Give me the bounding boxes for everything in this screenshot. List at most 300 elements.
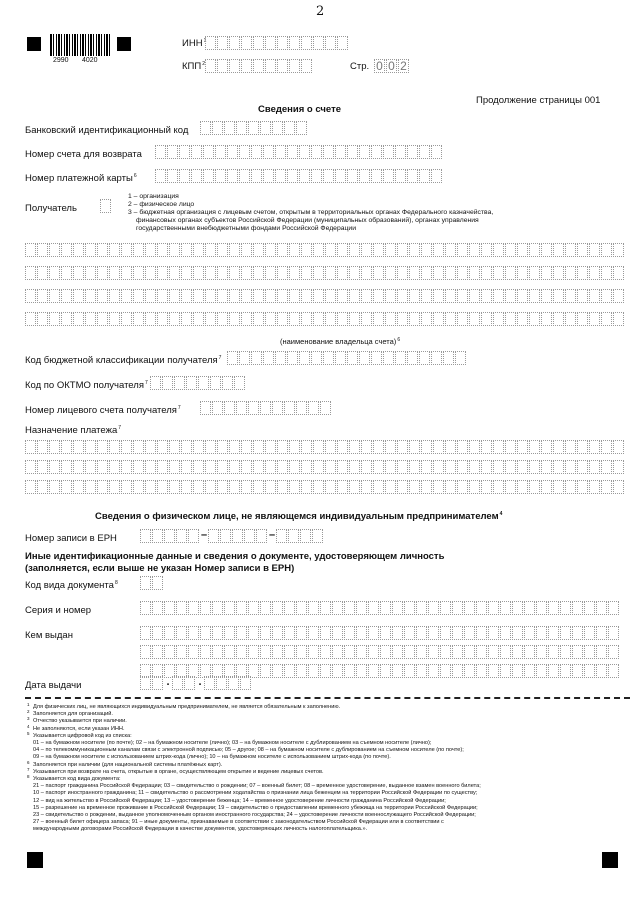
char-cell[interactable] bbox=[589, 289, 600, 303]
char-cell[interactable] bbox=[272, 626, 283, 640]
char-cell[interactable] bbox=[505, 312, 516, 326]
char-cell[interactable] bbox=[241, 312, 252, 326]
char-cell[interactable] bbox=[541, 266, 552, 280]
char-cell[interactable] bbox=[431, 169, 442, 183]
char-cell[interactable] bbox=[541, 440, 552, 454]
char-cell[interactable] bbox=[49, 440, 60, 454]
char-cell[interactable] bbox=[205, 312, 216, 326]
char-cell[interactable] bbox=[205, 36, 216, 50]
char-cell[interactable] bbox=[248, 626, 259, 640]
char-cell[interactable] bbox=[121, 460, 132, 474]
char-cell[interactable] bbox=[347, 351, 358, 365]
char-cell[interactable] bbox=[229, 36, 240, 50]
char-cell[interactable] bbox=[276, 529, 287, 543]
char-cell[interactable] bbox=[85, 440, 96, 454]
char-cell[interactable] bbox=[337, 266, 348, 280]
char-cell[interactable] bbox=[565, 480, 576, 494]
char-cell[interactable] bbox=[172, 676, 183, 690]
char-cell[interactable] bbox=[181, 243, 192, 257]
char-cell[interactable] bbox=[524, 664, 535, 678]
char-cell[interactable] bbox=[613, 312, 624, 326]
char-cell[interactable] bbox=[121, 266, 132, 280]
char-cell[interactable] bbox=[301, 36, 312, 50]
char-cell[interactable] bbox=[236, 645, 247, 659]
char-cell[interactable] bbox=[284, 601, 295, 615]
char-cell[interactable] bbox=[272, 401, 283, 415]
char-cell[interactable] bbox=[289, 460, 300, 474]
char-cell[interactable] bbox=[145, 460, 156, 474]
char-cell[interactable] bbox=[133, 440, 144, 454]
char-cell[interactable] bbox=[565, 440, 576, 454]
char-cell[interactable] bbox=[332, 626, 343, 640]
char-cell[interactable] bbox=[361, 266, 372, 280]
char-cell[interactable] bbox=[133, 460, 144, 474]
char-cell[interactable] bbox=[164, 529, 175, 543]
char-cell[interactable] bbox=[505, 289, 516, 303]
char-cell[interactable] bbox=[289, 243, 300, 257]
char-cell[interactable] bbox=[193, 266, 204, 280]
char-cell[interactable] bbox=[289, 59, 300, 73]
char-cell[interactable] bbox=[121, 289, 132, 303]
char-cell[interactable] bbox=[236, 601, 247, 615]
char-cell[interactable] bbox=[198, 376, 209, 390]
issued-by-row[interactable] bbox=[140, 645, 620, 659]
char-cell[interactable] bbox=[152, 529, 163, 543]
char-cell[interactable] bbox=[529, 460, 540, 474]
char-cell[interactable] bbox=[608, 645, 619, 659]
char-cell[interactable] bbox=[253, 59, 264, 73]
char-cell[interactable] bbox=[260, 121, 271, 135]
char-cell[interactable] bbox=[613, 266, 624, 280]
char-cell[interactable] bbox=[409, 266, 420, 280]
char-cell[interactable] bbox=[157, 460, 168, 474]
char-cell[interactable] bbox=[385, 312, 396, 326]
doc-code-field[interactable] bbox=[140, 576, 164, 590]
char-cell[interactable] bbox=[188, 601, 199, 615]
char-cell[interactable] bbox=[308, 401, 319, 415]
char-cell[interactable] bbox=[145, 312, 156, 326]
char-cell[interactable] bbox=[385, 243, 396, 257]
char-cell[interactable] bbox=[277, 289, 288, 303]
char-cell[interactable] bbox=[452, 626, 463, 640]
char-cell[interactable] bbox=[193, 480, 204, 494]
char-cell[interactable] bbox=[289, 480, 300, 494]
char-cell[interactable] bbox=[229, 480, 240, 494]
char-cell[interactable] bbox=[179, 145, 190, 159]
char-cell[interactable] bbox=[320, 645, 331, 659]
char-cell[interactable] bbox=[584, 626, 595, 640]
char-cell[interactable] bbox=[217, 312, 228, 326]
char-cell[interactable] bbox=[349, 460, 360, 474]
char-cell[interactable] bbox=[313, 460, 324, 474]
char-cell[interactable] bbox=[263, 169, 274, 183]
char-cell[interactable] bbox=[152, 645, 163, 659]
char-cell[interactable] bbox=[169, 243, 180, 257]
char-cell[interactable] bbox=[205, 243, 216, 257]
char-cell[interactable] bbox=[265, 266, 276, 280]
char-cell[interactable] bbox=[589, 243, 600, 257]
char-cell[interactable] bbox=[217, 36, 228, 50]
char-cell[interactable] bbox=[395, 169, 406, 183]
char-cell[interactable] bbox=[584, 645, 595, 659]
char-cell[interactable] bbox=[409, 312, 420, 326]
char-cell[interactable] bbox=[380, 626, 391, 640]
char-cell[interactable] bbox=[121, 480, 132, 494]
char-cell[interactable] bbox=[265, 289, 276, 303]
char-cell[interactable] bbox=[464, 626, 475, 640]
char-cell[interactable] bbox=[464, 645, 475, 659]
char-cell[interactable] bbox=[373, 266, 384, 280]
char-cell[interactable] bbox=[589, 266, 600, 280]
char-cell[interactable] bbox=[476, 645, 487, 659]
char-cell[interactable] bbox=[296, 121, 307, 135]
char-cell[interactable] bbox=[301, 440, 312, 454]
char-cell[interactable] bbox=[469, 460, 480, 474]
char-cell[interactable] bbox=[265, 312, 276, 326]
char-cell[interactable] bbox=[296, 664, 307, 678]
char-cell[interactable] bbox=[431, 351, 442, 365]
char-cell[interactable] bbox=[169, 460, 180, 474]
char-cell[interactable] bbox=[440, 664, 451, 678]
char-cell[interactable] bbox=[608, 601, 619, 615]
char-cell[interactable] bbox=[524, 626, 535, 640]
char-cell[interactable] bbox=[61, 460, 72, 474]
char-cell[interactable] bbox=[61, 312, 72, 326]
char-cell[interactable] bbox=[452, 664, 463, 678]
char-cell[interactable] bbox=[299, 351, 310, 365]
char-cell[interactable] bbox=[361, 312, 372, 326]
char-cell[interactable] bbox=[253, 312, 264, 326]
char-cell[interactable] bbox=[263, 351, 274, 365]
char-cell[interactable] bbox=[164, 645, 175, 659]
char-cell[interactable] bbox=[277, 36, 288, 50]
char-cell[interactable] bbox=[37, 266, 48, 280]
char-cell[interactable] bbox=[469, 312, 480, 326]
kbk-field[interactable] bbox=[227, 351, 467, 365]
char-cell[interactable] bbox=[241, 440, 252, 454]
char-cell[interactable] bbox=[287, 351, 298, 365]
char-cell[interactable] bbox=[529, 266, 540, 280]
char-cell[interactable] bbox=[601, 266, 612, 280]
char-cell[interactable] bbox=[277, 440, 288, 454]
char-cell[interactable] bbox=[541, 480, 552, 494]
issued-by-row[interactable] bbox=[140, 626, 620, 640]
char-cell[interactable] bbox=[335, 145, 346, 159]
char-cell[interactable] bbox=[61, 289, 72, 303]
char-cell[interactable] bbox=[469, 440, 480, 454]
char-cell[interactable] bbox=[373, 312, 384, 326]
char-cell[interactable] bbox=[260, 401, 271, 415]
char-cell[interactable] bbox=[313, 480, 324, 494]
char-cell[interactable] bbox=[121, 243, 132, 257]
char-cell[interactable] bbox=[349, 289, 360, 303]
char-cell[interactable] bbox=[613, 289, 624, 303]
char-cell[interactable] bbox=[49, 266, 60, 280]
char-cell[interactable] bbox=[277, 460, 288, 474]
char-cell[interactable] bbox=[325, 460, 336, 474]
char-cell[interactable] bbox=[404, 645, 415, 659]
char-cell[interactable] bbox=[409, 440, 420, 454]
cell-group[interactable] bbox=[140, 529, 200, 543]
char-cell[interactable] bbox=[162, 376, 173, 390]
char-cell[interactable] bbox=[416, 601, 427, 615]
char-cell[interactable] bbox=[181, 480, 192, 494]
char-cell[interactable] bbox=[275, 145, 286, 159]
char-cell[interactable] bbox=[236, 626, 247, 640]
char-cell[interactable] bbox=[224, 601, 235, 615]
char-cell[interactable] bbox=[301, 480, 312, 494]
char-cell[interactable] bbox=[308, 664, 319, 678]
char-cell[interactable] bbox=[150, 376, 161, 390]
char-cell[interactable] bbox=[97, 289, 108, 303]
char-cell[interactable] bbox=[361, 440, 372, 454]
owner-name-row[interactable] bbox=[25, 289, 625, 303]
cell-group[interactable] bbox=[172, 676, 196, 690]
char-cell[interactable] bbox=[37, 460, 48, 474]
char-cell[interactable] bbox=[109, 440, 120, 454]
char-cell[interactable] bbox=[205, 480, 216, 494]
char-cell[interactable] bbox=[481, 289, 492, 303]
char-cell[interactable] bbox=[212, 645, 223, 659]
char-cell[interactable] bbox=[25, 243, 36, 257]
char-cell[interactable] bbox=[325, 480, 336, 494]
char-cell[interactable] bbox=[385, 440, 396, 454]
char-cell[interactable] bbox=[613, 440, 624, 454]
cell-group[interactable] bbox=[140, 676, 164, 690]
char-cell[interactable] bbox=[433, 243, 444, 257]
char-cell[interactable] bbox=[356, 601, 367, 615]
char-cell[interactable] bbox=[577, 440, 588, 454]
char-cell[interactable] bbox=[97, 243, 108, 257]
char-cell[interactable] bbox=[481, 460, 492, 474]
char-cell[interactable] bbox=[203, 169, 214, 183]
char-cell[interactable] bbox=[313, 266, 324, 280]
char-cell[interactable] bbox=[216, 676, 227, 690]
char-cell[interactable] bbox=[133, 289, 144, 303]
char-cell[interactable] bbox=[85, 266, 96, 280]
char-cell[interactable] bbox=[517, 289, 528, 303]
owner-name-row[interactable] bbox=[25, 243, 625, 257]
char-cell[interactable] bbox=[596, 601, 607, 615]
char-cell[interactable] bbox=[488, 626, 499, 640]
char-cell[interactable] bbox=[404, 664, 415, 678]
char-cell[interactable] bbox=[109, 312, 120, 326]
char-cell[interactable] bbox=[301, 59, 312, 73]
char-cell[interactable] bbox=[395, 145, 406, 159]
char-cell[interactable] bbox=[560, 626, 571, 640]
char-cell[interactable] bbox=[512, 601, 523, 615]
char-cell[interactable] bbox=[325, 266, 336, 280]
char-cell[interactable] bbox=[395, 351, 406, 365]
char-cell[interactable] bbox=[217, 460, 228, 474]
char-cell[interactable] bbox=[601, 289, 612, 303]
char-cell[interactable] bbox=[584, 664, 595, 678]
char-cell[interactable] bbox=[25, 289, 36, 303]
char-cell[interactable] bbox=[452, 645, 463, 659]
char-cell[interactable] bbox=[613, 460, 624, 474]
oktmo-field[interactable] bbox=[150, 376, 246, 390]
char-cell[interactable] bbox=[476, 664, 487, 678]
char-cell[interactable] bbox=[565, 266, 576, 280]
char-cell[interactable] bbox=[373, 243, 384, 257]
char-cell[interactable] bbox=[260, 645, 271, 659]
char-cell[interactable] bbox=[205, 266, 216, 280]
char-cell[interactable] bbox=[589, 440, 600, 454]
char-cell[interactable] bbox=[512, 645, 523, 659]
char-cell[interactable] bbox=[277, 59, 288, 73]
char-cell[interactable] bbox=[356, 664, 367, 678]
char-cell[interactable] bbox=[73, 312, 84, 326]
issue-date-field[interactable] bbox=[140, 676, 252, 690]
char-cell[interactable] bbox=[431, 145, 442, 159]
char-cell[interactable] bbox=[85, 480, 96, 494]
char-cell[interactable] bbox=[157, 243, 168, 257]
char-cell[interactable] bbox=[217, 480, 228, 494]
char-cell[interactable] bbox=[61, 266, 72, 280]
char-cell[interactable] bbox=[407, 351, 418, 365]
char-cell[interactable] bbox=[361, 460, 372, 474]
char-cell[interactable] bbox=[517, 243, 528, 257]
char-cell[interactable] bbox=[359, 351, 370, 365]
owner-name-row[interactable] bbox=[25, 266, 625, 280]
char-cell[interactable] bbox=[224, 645, 235, 659]
char-cell[interactable] bbox=[440, 626, 451, 640]
char-cell[interactable] bbox=[529, 243, 540, 257]
char-cell[interactable] bbox=[553, 480, 564, 494]
char-cell[interactable] bbox=[368, 601, 379, 615]
char-cell[interactable] bbox=[227, 351, 238, 365]
char-cell[interactable] bbox=[311, 351, 322, 365]
cell-group[interactable] bbox=[204, 676, 252, 690]
char-cell[interactable] bbox=[176, 529, 187, 543]
char-cell[interactable] bbox=[239, 145, 250, 159]
char-cell[interactable] bbox=[313, 289, 324, 303]
char-cell[interactable] bbox=[289, 312, 300, 326]
char-cell[interactable] bbox=[493, 289, 504, 303]
char-cell[interactable] bbox=[344, 664, 355, 678]
char-cell[interactable] bbox=[596, 626, 607, 640]
char-cell[interactable] bbox=[200, 626, 211, 640]
char-cell[interactable] bbox=[133, 312, 144, 326]
char-cell[interactable] bbox=[385, 266, 396, 280]
char-cell[interactable] bbox=[457, 440, 468, 454]
char-cell[interactable] bbox=[133, 266, 144, 280]
kpp-field[interactable] bbox=[205, 59, 313, 73]
char-cell[interactable] bbox=[217, 243, 228, 257]
char-cell[interactable] bbox=[404, 601, 415, 615]
char-cell[interactable] bbox=[383, 351, 394, 365]
char-cell[interactable] bbox=[188, 626, 199, 640]
char-cell[interactable] bbox=[397, 243, 408, 257]
char-cell[interactable] bbox=[344, 645, 355, 659]
char-cell[interactable] bbox=[73, 243, 84, 257]
char-cell[interactable] bbox=[109, 266, 120, 280]
char-cell[interactable] bbox=[265, 243, 276, 257]
char-cell[interactable] bbox=[392, 645, 403, 659]
char-cell[interactable] bbox=[601, 440, 612, 454]
char-cell[interactable] bbox=[191, 169, 202, 183]
char-cell[interactable] bbox=[416, 626, 427, 640]
char-cell[interactable] bbox=[100, 199, 111, 213]
char-cell[interactable] bbox=[560, 601, 571, 615]
char-cell[interactable] bbox=[361, 243, 372, 257]
char-cell[interactable] bbox=[308, 626, 319, 640]
char-cell[interactable] bbox=[313, 243, 324, 257]
char-cell[interactable] bbox=[601, 480, 612, 494]
char-cell[interactable] bbox=[409, 460, 420, 474]
char-cell[interactable] bbox=[212, 401, 223, 415]
char-cell[interactable] bbox=[433, 266, 444, 280]
char-cell[interactable] bbox=[337, 480, 348, 494]
char-cell[interactable] bbox=[397, 289, 408, 303]
char-cell[interactable] bbox=[220, 529, 231, 543]
char-cell[interactable] bbox=[404, 626, 415, 640]
char-cell[interactable] bbox=[253, 289, 264, 303]
char-cell[interactable] bbox=[385, 480, 396, 494]
char-cell[interactable] bbox=[272, 121, 283, 135]
char-cell[interactable] bbox=[253, 243, 264, 257]
char-cell[interactable] bbox=[560, 664, 571, 678]
char-cell[interactable] bbox=[481, 480, 492, 494]
char-cell[interactable] bbox=[409, 480, 420, 494]
char-cell[interactable] bbox=[277, 266, 288, 280]
char-cell[interactable] bbox=[385, 460, 396, 474]
char-cell[interactable] bbox=[215, 169, 226, 183]
char-cell[interactable] bbox=[224, 626, 235, 640]
char-cell[interactable] bbox=[212, 121, 223, 135]
char-cell[interactable] bbox=[205, 440, 216, 454]
owner-name-row[interactable] bbox=[25, 312, 625, 326]
char-cell[interactable] bbox=[121, 312, 132, 326]
char-cell[interactable] bbox=[541, 460, 552, 474]
char-cell[interactable] bbox=[275, 351, 286, 365]
char-cell[interactable] bbox=[368, 645, 379, 659]
char-cell[interactable] bbox=[311, 145, 322, 159]
char-cell[interactable] bbox=[164, 626, 175, 640]
char-cell[interactable] bbox=[347, 169, 358, 183]
char-cell[interactable] bbox=[193, 460, 204, 474]
char-cell[interactable] bbox=[335, 169, 346, 183]
char-cell[interactable] bbox=[493, 243, 504, 257]
char-cell[interactable] bbox=[284, 401, 295, 415]
char-cell[interactable] bbox=[312, 529, 323, 543]
char-cell[interactable] bbox=[253, 266, 264, 280]
char-cell[interactable] bbox=[25, 480, 36, 494]
char-cell[interactable] bbox=[260, 601, 271, 615]
char-cell[interactable] bbox=[272, 664, 283, 678]
char-cell[interactable] bbox=[240, 676, 251, 690]
char-cell[interactable] bbox=[25, 312, 36, 326]
char-cell[interactable] bbox=[234, 376, 245, 390]
series-number-field[interactable] bbox=[140, 601, 620, 615]
char-cell[interactable] bbox=[512, 626, 523, 640]
char-cell[interactable] bbox=[493, 460, 504, 474]
char-cell[interactable] bbox=[505, 243, 516, 257]
char-cell[interactable] bbox=[121, 440, 132, 454]
char-cell[interactable] bbox=[320, 601, 331, 615]
char-cell[interactable] bbox=[37, 440, 48, 454]
char-cell[interactable] bbox=[397, 480, 408, 494]
char-cell[interactable] bbox=[445, 480, 456, 494]
char-cell[interactable] bbox=[397, 440, 408, 454]
char-cell[interactable] bbox=[383, 145, 394, 159]
char-cell[interactable] bbox=[229, 243, 240, 257]
char-cell[interactable] bbox=[433, 460, 444, 474]
char-cell[interactable] bbox=[109, 289, 120, 303]
char-cell[interactable] bbox=[457, 460, 468, 474]
char-cell[interactable] bbox=[325, 440, 336, 454]
char-cell[interactable] bbox=[565, 243, 576, 257]
